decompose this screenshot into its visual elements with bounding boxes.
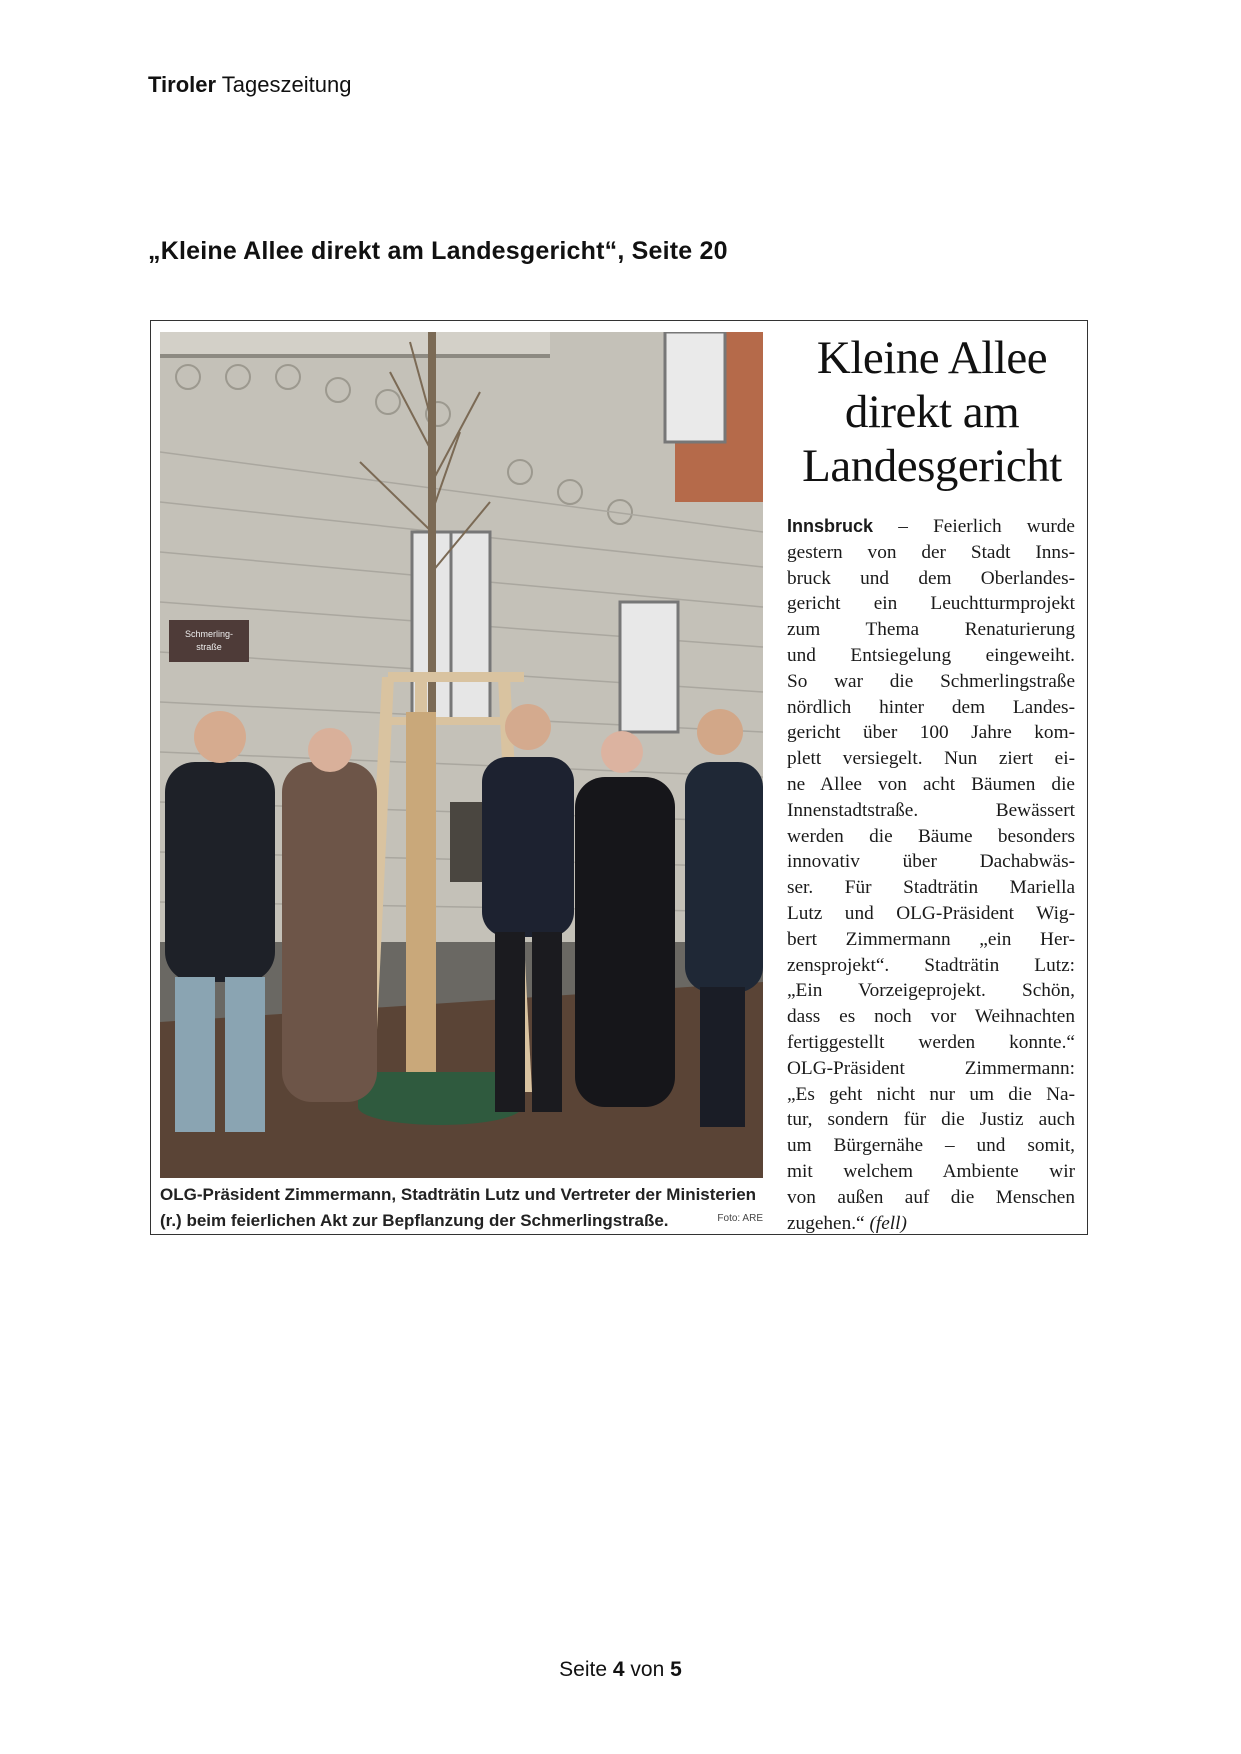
body-line: Lutz und OLG-Präsident Wig- xyxy=(787,902,1075,924)
caption-line-2: (r.) beim feierlichen Akt zur Bepflanzung der Schmerlingstraße. xyxy=(160,1211,669,1230)
newspaper-clipping xyxy=(150,320,1088,1235)
footer-middle: von xyxy=(630,1658,665,1681)
body-line: gestern von der Stadt Inns- xyxy=(787,541,1075,563)
body-line: bert Zimmermann „ein Her- xyxy=(787,928,1075,950)
article-dateline: Innsbruck xyxy=(787,516,874,536)
body-line: zum Thema Renaturierung xyxy=(787,619,1075,641)
page-footer xyxy=(0,1658,1241,1682)
body-line: um Bürgernähe – und somit, xyxy=(787,1135,1075,1157)
publication-name-rest: Tageszeitung xyxy=(221,72,352,97)
body-line: ne Allee von acht Bäumen die xyxy=(787,773,1075,795)
body-line: werden die Bäume besonders xyxy=(787,825,1075,847)
body-line: fertiggestellt werden konnte.“ xyxy=(787,1031,1075,1053)
photo-credit: Foto: ARE xyxy=(717,1213,763,1224)
street-sign-line-1: Schmerling- xyxy=(184,629,234,639)
street-sign-line-2: straße xyxy=(196,642,222,652)
body-line: So war die Schmerlingstraße xyxy=(787,670,1075,692)
body-line: bruck und dem Oberlandes- xyxy=(787,567,1075,589)
article-headline xyxy=(787,331,1077,493)
body-line-final xyxy=(787,1211,1075,1237)
body-line-text: zugehen.“ xyxy=(787,1212,865,1234)
article-photo xyxy=(160,332,763,1178)
headline-line-3: Landesgericht xyxy=(802,440,1062,492)
body-line: gericht ein Leuchtturmprojekt xyxy=(787,593,1075,615)
body-line: dass es noch vor Weihnachten xyxy=(787,1006,1075,1028)
current-page-number: 4 xyxy=(612,1658,625,1681)
body-line: von außen auf die Menschen xyxy=(787,1186,1075,1208)
total-page-count: 5 xyxy=(670,1658,682,1681)
article-header xyxy=(787,321,1077,493)
caption-line-1: OLG-Präsident Zimmermann, Stadträtin Lutz und Vertreter der Ministerien xyxy=(160,1185,757,1204)
body-line: „Ein Vorzeigeprojekt. Schön, xyxy=(787,980,1075,1002)
dateline-dash: – xyxy=(873,516,934,537)
body-line: mit welchem Ambiente wir xyxy=(787,1160,1075,1182)
body-line-0 xyxy=(787,514,1075,540)
body-line: tur, sondern für die Justiz auch xyxy=(787,1109,1075,1131)
body-line: gericht über 100 Jahre kom- xyxy=(787,722,1075,744)
body-line: plett versiegelt. Nun ziert ei- xyxy=(787,748,1075,770)
body-line: nördlich hinter dem Landes- xyxy=(787,696,1075,718)
headline-line-2: direkt am xyxy=(844,386,1020,438)
body-line: OLG-Präsident Zimmermann: xyxy=(787,1057,1075,1079)
publication-name-bold: Tiroler xyxy=(148,72,217,97)
body-line: zensprojekt“. Stadträtin Lutz: xyxy=(787,954,1075,976)
article-author: (fell) xyxy=(869,1212,907,1234)
photo-caption xyxy=(160,1182,763,1234)
clip-title: „Kleine Allee direkt am Landesgericht“, Seite 20 xyxy=(148,237,728,265)
body-line: ser. Für Stadträtin Mariella xyxy=(787,877,1075,899)
article-body xyxy=(787,514,1075,1236)
footer-prefix: Seite xyxy=(559,1658,608,1681)
publication-header xyxy=(148,72,351,98)
headline-line-1: Kleine Allee xyxy=(816,332,1048,384)
body-line: und Entsiegelung eingeweiht. xyxy=(787,644,1075,666)
body-line: Innenstadtstraße. Bewässert xyxy=(787,799,1075,821)
body-line: innovativ über Dachabwäs- xyxy=(787,851,1075,873)
body-line-text: Feierlich wurde xyxy=(933,516,1075,537)
body-line: „Es geht nicht nur um die Na- xyxy=(787,1083,1075,1105)
